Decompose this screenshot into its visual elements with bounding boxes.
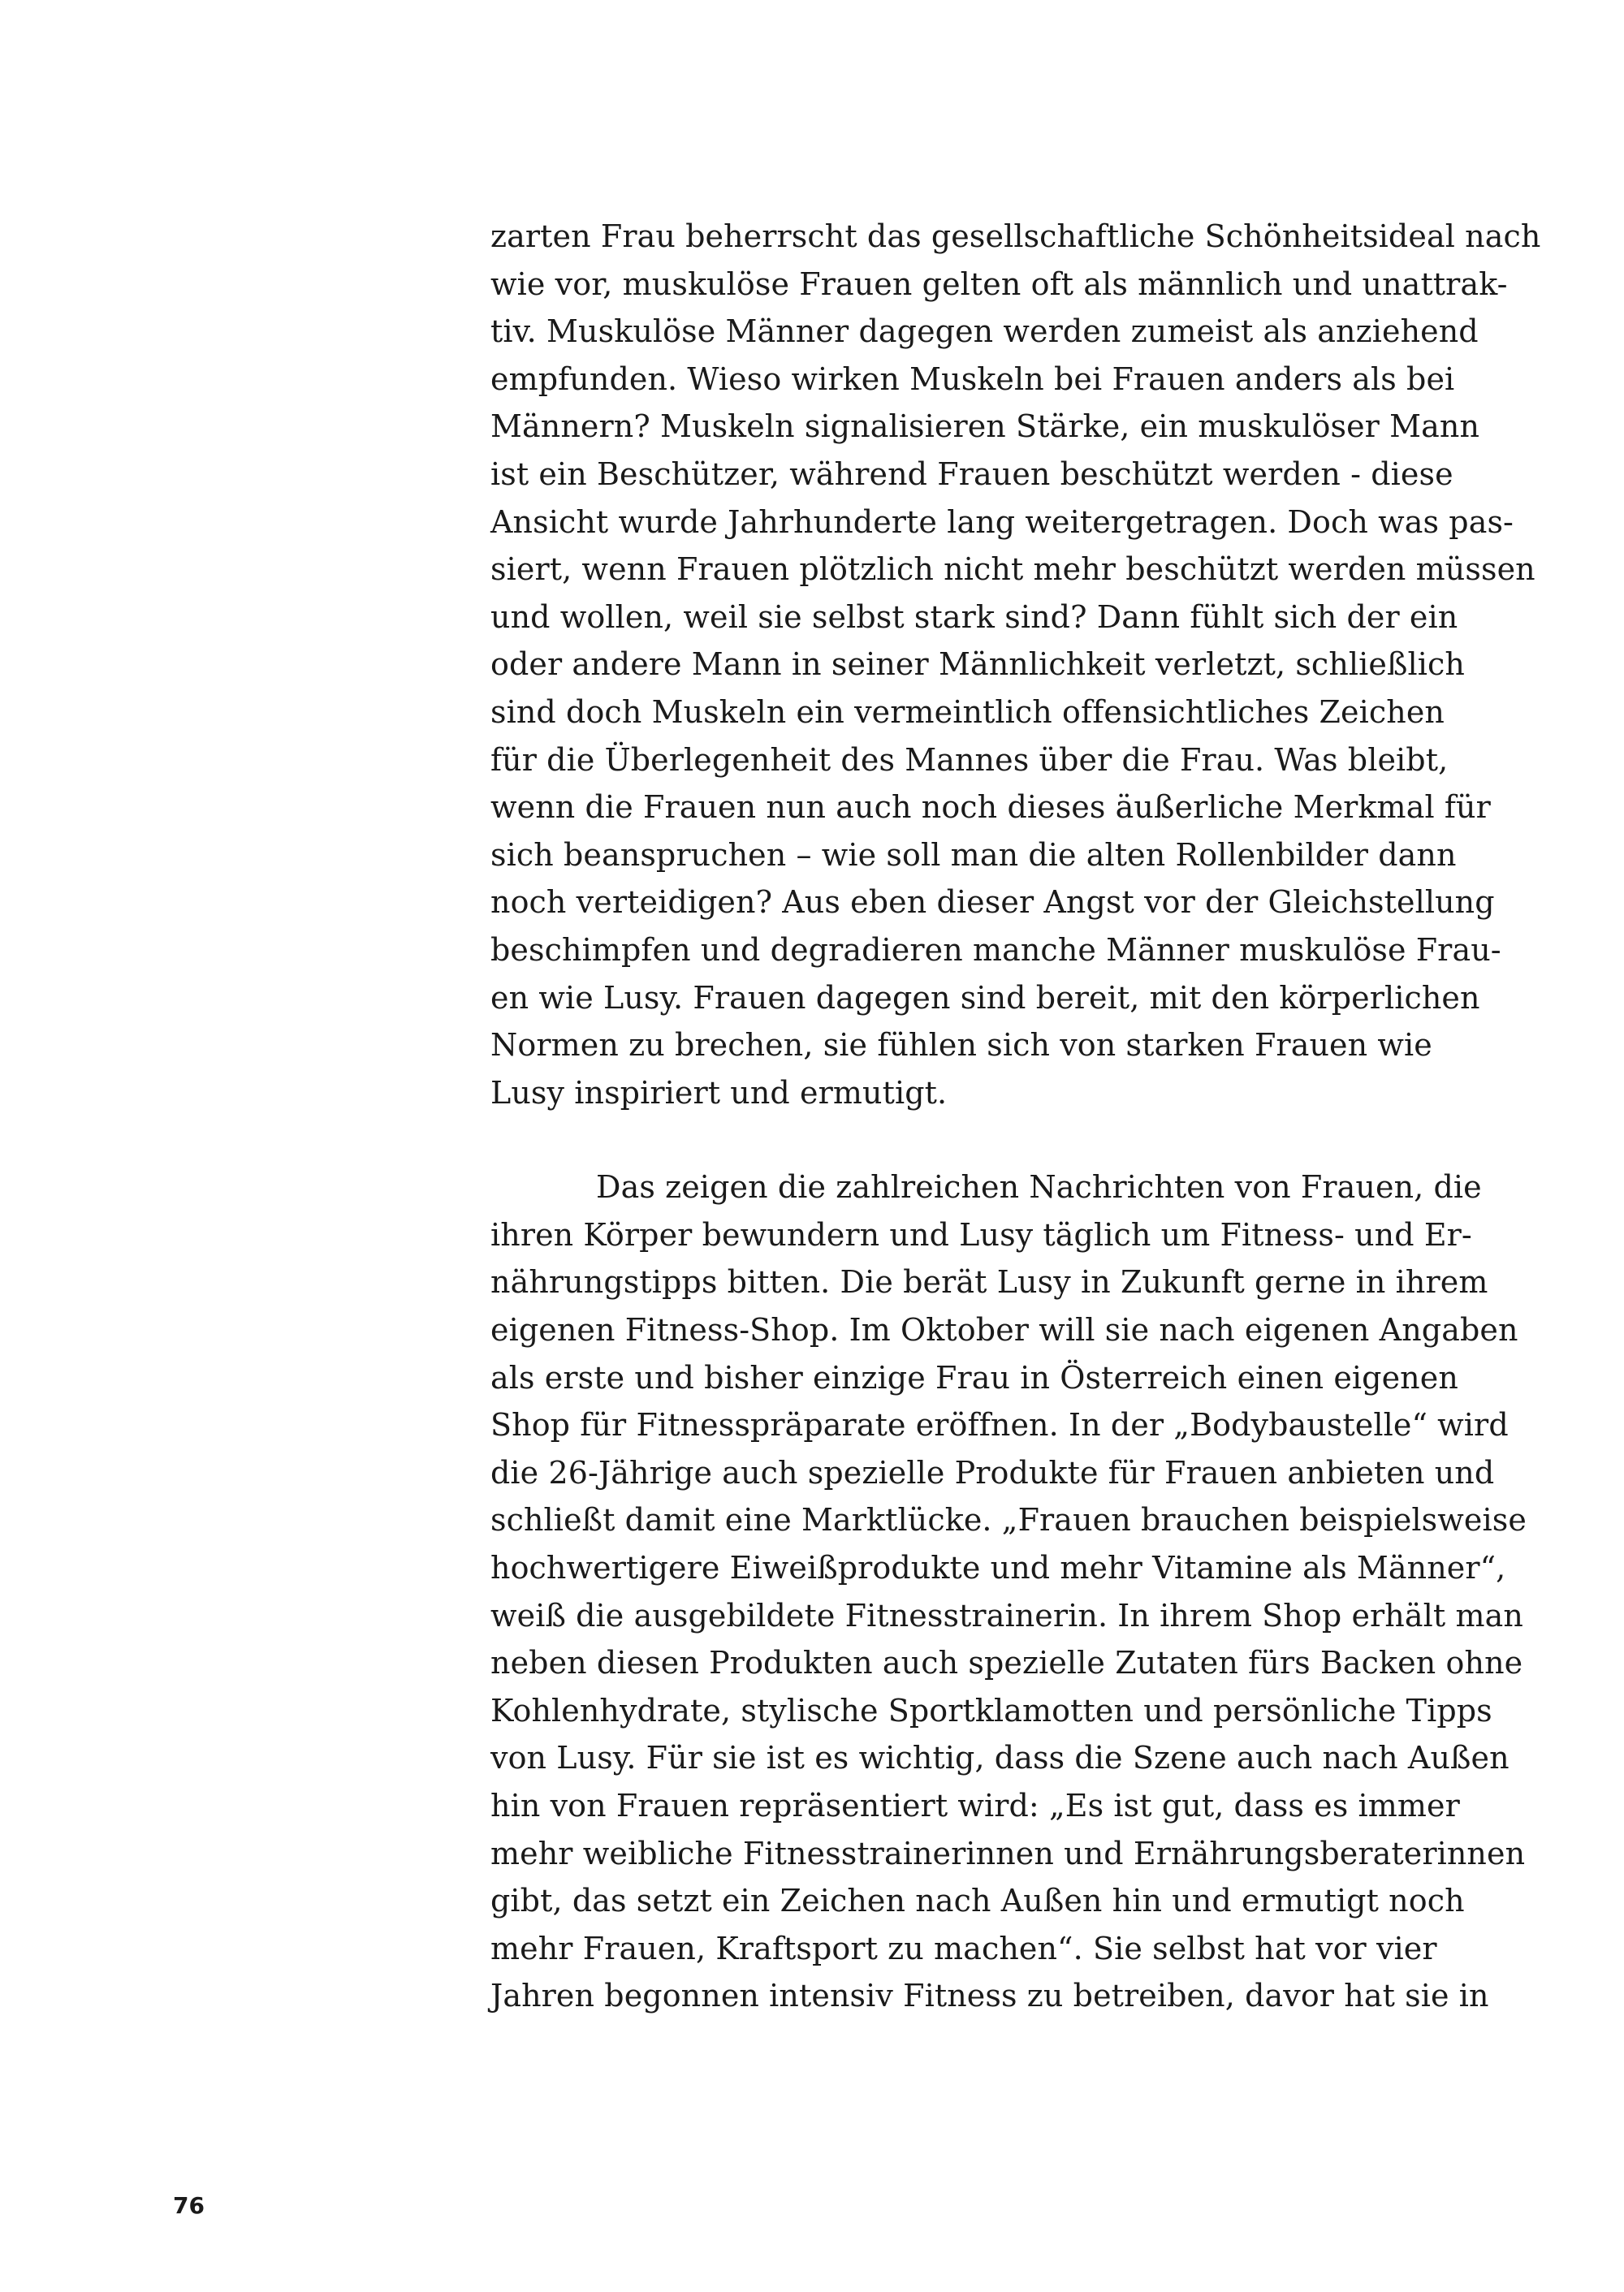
text-line: als erste und bisher einzige Frau in Österreich einen eigenen [490, 1359, 1458, 1396]
text-line: für die Überlegenheit des Mannes über die Frau. Was bleibt, [490, 741, 1449, 778]
text-line: Normen zu brechen, sie fühlen sich von starken Frauen wie [490, 1027, 1432, 1064]
text-line: sich beanspruchen – wie soll man die alten Rollenbilder dann [490, 836, 1457, 873]
text-line: die 26-Jährige auch spezielle Produkte für Frauen anbieten und [490, 1454, 1495, 1491]
paragraph-2 [490, 1163, 1527, 2020]
text-line: zarten Frau beherrscht das gesellschaftliche Schönheitsideal nach [490, 218, 1541, 254]
text-line: mehr Frauen, Kraftsport zu machen“. Sie selbst hat vor vier [490, 1930, 1437, 1966]
text-line: Lusy inspiriert und ermutigt. [490, 1074, 948, 1111]
text-line: hin von Frauen repräsentiert wird: „Es ist gut, dass es immer [490, 1788, 1460, 1824]
text-line: tiv. Muskulöse Männer dagegen werden zumeist als anziehend [490, 313, 1479, 350]
text-line: neben diesen Produkten auch spezielle Zutaten fürs Backen ohne [490, 1645, 1523, 1681]
text-line: wie vor, muskulöse Frauen gelten oft als männlich und unattrak- [490, 265, 1508, 302]
text-line: Shop für Fitnesspräparate eröffnen. In der „Bodybaustelle“ wird [490, 1407, 1509, 1444]
text-line: Jahren begonnen intensiv Fitness zu betreiben, davor hat sie in [490, 1978, 1489, 2014]
text-line: Ansicht wurde Jahrhunderte lang weitergetragen. Doch was pas- [490, 503, 1514, 540]
text-line: Kohlenhydrate, stylische Sportklamotten und persönliche Tipps [490, 1692, 1492, 1729]
text-line: Männern? Muskeln signalisieren Stärke, ein muskulöser Mann [490, 408, 1480, 445]
text-line: Das zeigen die zahlreichen Nachrichten von Frauen, die [596, 1169, 1482, 1206]
text-line: beschimpfen und degradieren manche Männer muskulöse Frau- [490, 931, 1501, 968]
text-line: mehr weibliche Fitnesstrainerinnen und Ernährungsberaterinnen [490, 1835, 1526, 1871]
text-line: en wie Lusy. Frauen dagegen sind bereit, mit den körperlichen [490, 979, 1480, 1016]
text-line: nährungstipps bitten. Die berät Lusy in Zukunft gerne in ihrem [490, 1264, 1488, 1301]
text-line: schließt damit eine Marktlücke. „Frauen brauchen beispielsweise [490, 1502, 1527, 1539]
page-number: 76 [173, 2192, 205, 2219]
text-line: gibt, das setzt ein Zeichen nach Außen hin und ermutigt noch [490, 1883, 1465, 1919]
text-line: von Lusy. Für sie ist es wichtig, dass die Szene auch nach Außen [490, 1740, 1510, 1776]
text-line: sind doch Muskeln ein vermeintlich offensichtliches Zeichen [490, 693, 1445, 730]
text-line: weiß die ausgebildete Fitnesstrainerin. In ihrem Shop erhält man [490, 1597, 1523, 1634]
body-text-column [490, 213, 1541, 2020]
text-line: und wollen, weil sie selbst stark sind? Dann fühlt sich der ein [490, 598, 1458, 635]
text-line: hochwertigere Eiweißprodukte und mehr Vitamine als Männer“, [490, 1550, 1506, 1586]
text-line: eigenen Fitness-Shop. Im Oktober will sie nach eigenen Angaben [490, 1312, 1518, 1349]
text-line: empfunden. Wieso wirken Muskeln bei Frauen anders als bei [490, 360, 1455, 397]
text-line: siert, wenn Frauen plötzlich nicht mehr beschützt werden müssen [490, 551, 1535, 588]
text-line: ihren Körper bewundern und Lusy täglich um Fitness- und Er- [490, 1216, 1472, 1253]
paragraph-1 [490, 213, 1541, 1116]
text-line: oder andere Mann in seiner Männlichkeit verletzt, schließlich [490, 646, 1465, 683]
text-line: wenn die Frauen nun auch noch dieses äußerliche Merkmal für [490, 789, 1491, 826]
text-line: noch verteidigen? Aus eben dieser Angst vor der Gleichstellung [490, 884, 1495, 921]
text-line: ist ein Beschützer, während Frauen beschützt werden - diese [490, 455, 1453, 492]
